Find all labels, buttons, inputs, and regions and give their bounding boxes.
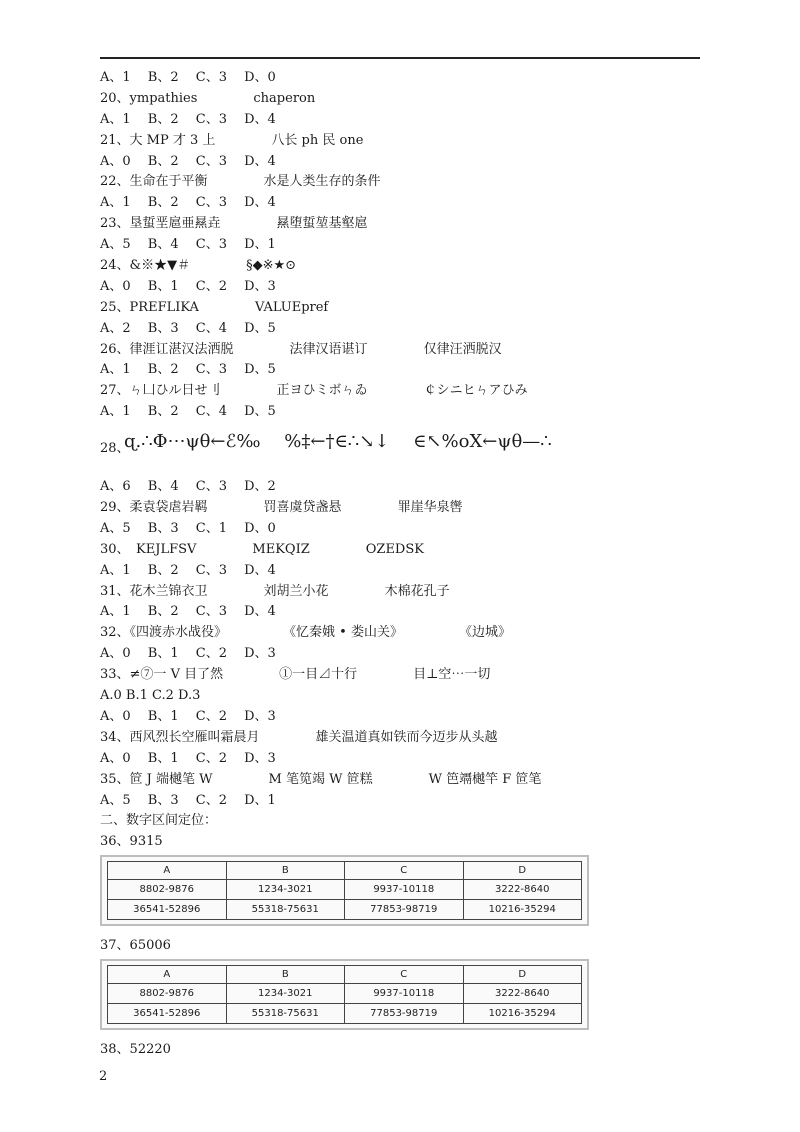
line-part: A、5 B、3 C、1 D、0 <box>100 520 276 536</box>
line-part: 罪崖华泉辔 <box>397 500 463 516</box>
question-line <box>100 340 720 361</box>
question-line <box>100 214 720 235</box>
answer-options <box>100 749 720 770</box>
line-part: 木棉花孔子 <box>384 583 450 599</box>
line-part: 目⊥空⋯一切 <box>413 667 491 683</box>
answer-options <box>100 707 720 728</box>
line-part: M 笔笕竭 W 笸糕 <box>268 771 373 787</box>
question-line <box>100 172 720 193</box>
question-list <box>100 68 720 1061</box>
line-part: W 笆竵樾竿 F 笸笔 <box>428 771 542 787</box>
answer-options <box>100 602 720 623</box>
line-part: 26、律涯讧湛汉法洒脱 <box>100 341 234 357</box>
question-line <box>100 623 720 644</box>
table-cell: 9937-10118 <box>345 984 464 1004</box>
table-cell: 3222-8640 <box>463 984 582 1004</box>
line-part: chaperon <box>253 90 316 106</box>
range-table-36 <box>100 855 720 930</box>
table-cell: 36541-52896 <box>108 900 227 920</box>
line-part: A、5 B、4 C、3 D、1 <box>100 237 276 253</box>
answer-options <box>100 402 720 423</box>
line-part: A、0 B、1 C、2 D、3 <box>100 646 276 662</box>
answer-options <box>100 791 720 812</box>
line-part: 法律汉语谌订 <box>289 341 368 357</box>
question-line <box>100 256 720 277</box>
question-line <box>100 540 720 561</box>
line-part: 24、&※★▼＃ <box>100 258 191 274</box>
table-cell: 10216-35294 <box>463 1004 582 1024</box>
line-part: OZEDSK <box>365 541 424 557</box>
question-line <box>100 665 720 686</box>
line-part: VALUEpref <box>254 299 329 315</box>
answer-options <box>100 519 720 540</box>
table-cell: 77853-98719 <box>345 900 464 920</box>
table-cell: 8802-9876 <box>108 880 227 900</box>
line-part: A、0 B、2 C、3 D、4 <box>100 153 276 169</box>
question-line <box>100 811 720 832</box>
line-part: A、1 B、2 C、3 D、4 <box>100 195 276 211</box>
line-part: 雄关温道真如铁而今迈步从头越 <box>315 729 498 745</box>
table-cell: 55318-75631 <box>226 900 345 920</box>
line-part: A、6 B、4 C、3 D、2 <box>100 479 276 495</box>
line-part: 34、西风烈长空雁叫霜晨月 <box>100 729 260 745</box>
question-line <box>100 832 720 853</box>
question-line <box>100 131 720 152</box>
line-part: 21、大 MP 才 3 上 <box>100 132 216 148</box>
line-part: 35、笸 J 端樾笔 W <box>100 771 213 787</box>
question-28-number: 28、 <box>100 441 130 457</box>
line-part: §◆※★⊙ <box>246 258 297 274</box>
table-row <box>108 1004 582 1024</box>
table-row <box>108 880 582 900</box>
table-cell: 9937-10118 <box>345 880 464 900</box>
table-row <box>108 984 582 1004</box>
question-line <box>100 498 720 519</box>
question-line <box>100 582 720 603</box>
question-line <box>100 298 720 319</box>
table-cell: 8802-9876 <box>108 984 227 1004</box>
line-part: 《边城》 <box>458 625 511 641</box>
line-part: 30、 KEJLFSV <box>100 541 197 557</box>
line-part: A、2 B、3 C、4 D、5 <box>100 320 276 336</box>
question-28 <box>100 423 720 477</box>
answer-options <box>100 152 720 173</box>
line-part: A、1 B、2 C、3 D、4 <box>100 604 276 620</box>
line-part: A、1 B、2 C、3 D、4 <box>100 111 276 127</box>
line-part: A、0 B、1 C、2 D、3 <box>100 708 276 724</box>
question-line <box>100 728 720 749</box>
table-cell: 1234-3021 <box>226 880 345 900</box>
table-cell: 55318-75631 <box>226 1004 345 1024</box>
line-part: 23、垦蜇垩扈亜㬎垚 <box>100 216 221 232</box>
answer-options <box>100 477 720 498</box>
table-cell: 3222-8640 <box>463 880 582 900</box>
answer-options <box>100 319 720 340</box>
answer-options <box>100 235 720 256</box>
line-part: 㬎堕蜇堃基壑扈 <box>276 216 368 232</box>
table-header-cell: B <box>226 966 345 984</box>
table-cell: 36541-52896 <box>108 1004 227 1024</box>
table-header-cell: C <box>345 966 464 984</box>
question-line <box>100 89 720 110</box>
line-part: ①一目⊿十行 <box>279 667 358 683</box>
answer-options <box>100 644 720 665</box>
line-part: A、0 B、1 C、2 D、3 <box>100 750 276 766</box>
line-part: A、1 B、2 C、3 D、0 <box>100 70 276 85</box>
answer-options <box>100 277 720 298</box>
line-part: MEKQIZ <box>252 541 310 557</box>
table-header-cell: A <box>108 966 227 984</box>
range-table-37 <box>100 959 720 1034</box>
line-part: A.0 B.1 C.2 D.3 <box>100 688 201 704</box>
line-part: 罚喜虞贷盏悬 <box>263 500 342 516</box>
question-28-symbols: ɋ.∴Φ⋯ψθ←ℰ‰ %‡←†∈∴↘↓ ∈↖%oX←ψθ—∴ <box>124 431 552 453</box>
table-cell: 10216-35294 <box>463 900 582 920</box>
line-part: 36、9315 <box>100 834 163 850</box>
answer-options <box>100 360 720 381</box>
question-38: 38、52220 <box>100 1042 171 1058</box>
question-37: 37、65006 <box>100 938 171 954</box>
line-part: 29、柔袁袋虐岩羁 <box>100 500 208 516</box>
answer-options <box>100 686 720 707</box>
line-part: ￠シニヒㄣアひみ <box>423 383 528 399</box>
line-part: 八长 ph 民 one <box>271 132 364 148</box>
answer-options <box>100 68 720 89</box>
table-header-cell: C <box>345 862 464 880</box>
line-part: 《忆秦娥 • 娄山关》 <box>283 625 403 641</box>
table-row <box>108 900 582 920</box>
table-header-cell: B <box>226 862 345 880</box>
question-line <box>100 381 720 402</box>
table-cell: 1234-3021 <box>226 984 345 1004</box>
line-part: 仅律汪洒脱汉 <box>423 341 502 357</box>
line-part: A、0 B、1 C、2 D、3 <box>100 278 276 294</box>
line-part: 25、PREFLIKA <box>100 299 199 315</box>
line-part: 二、数字区间定位： <box>100 813 218 829</box>
line-part: 31、花木兰锦衣卫 <box>100 583 208 599</box>
table-header-cell: D <box>463 862 582 880</box>
line-part: 水是人类生存的条件 <box>263 174 381 190</box>
table-header-cell: D <box>463 966 582 984</box>
answer-options <box>100 561 720 582</box>
line-part: 正ヨひミボㄣゐ <box>276 383 368 399</box>
line-part: A、5 B、3 C、2 D、1 <box>100 792 276 808</box>
answer-options <box>100 193 720 214</box>
table-cell: 77853-98719 <box>345 1004 464 1024</box>
line-part: A、1 B、2 C、3 D、5 <box>100 362 276 378</box>
line-part: 32、《四渡赤水战役》 <box>100 625 228 641</box>
header-rule <box>100 57 700 59</box>
line-part: A、1 B、2 C、4 D、5 <box>100 404 276 420</box>
page-number: 2 <box>99 1069 108 1084</box>
question-line <box>100 770 720 791</box>
line-part: 27、ㄣ凵ひル日せ刂 <box>100 383 221 399</box>
line-part: 刘胡兰小花 <box>263 583 329 599</box>
table-header-cell: A <box>108 862 227 880</box>
line-part: 20、ympathies <box>100 90 198 106</box>
answer-options <box>100 110 720 131</box>
line-part: A、1 B、2 C、3 D、4 <box>100 562 276 578</box>
line-part: 22、生命在于平衡 <box>100 174 208 190</box>
line-part: 33、≠⑦一 V 目了然 <box>100 667 224 683</box>
